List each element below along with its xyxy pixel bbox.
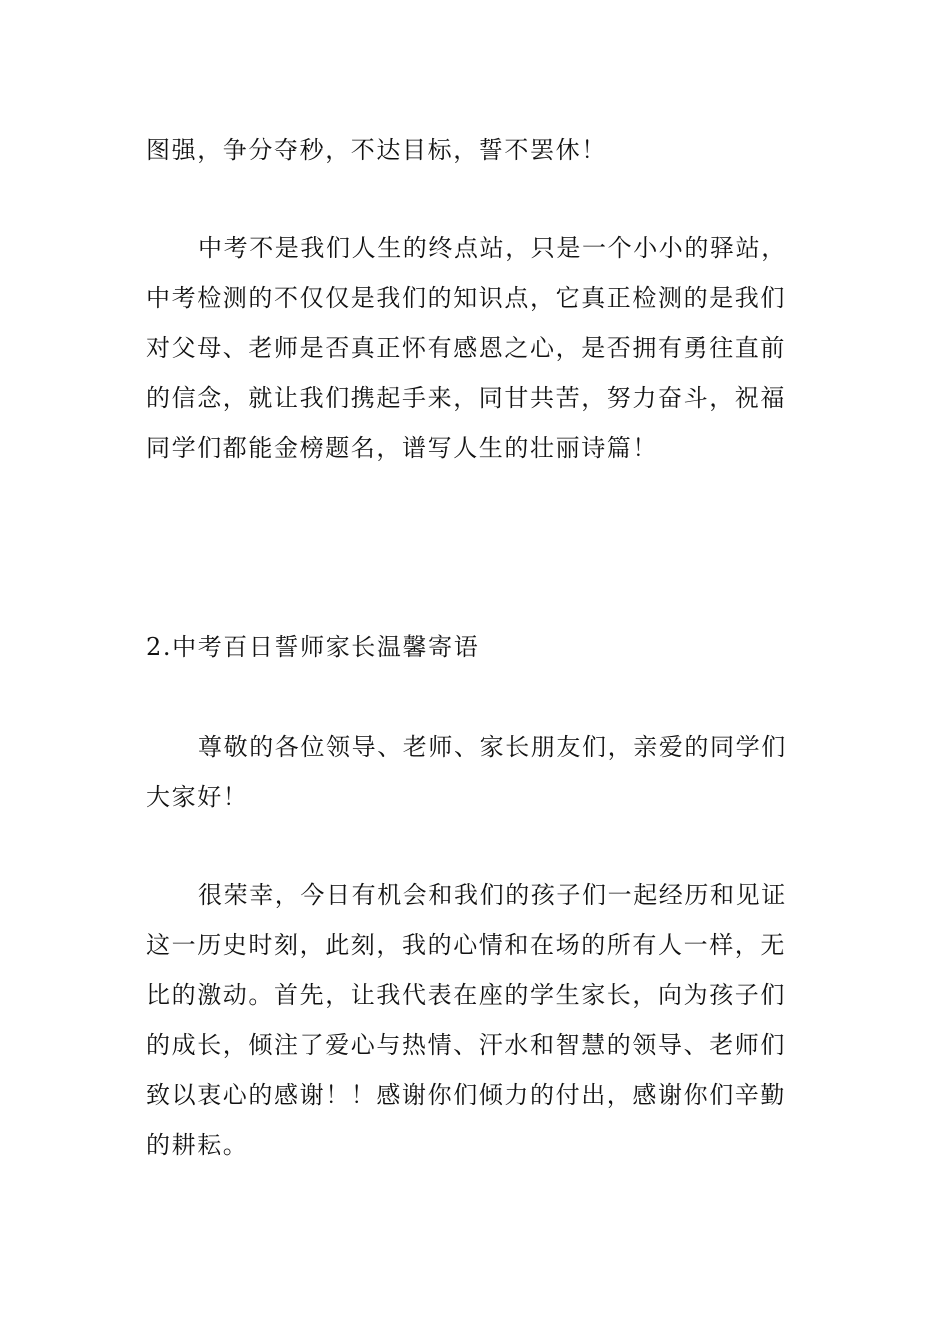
text-line: 比的激动。首先，让我代表在座的学生家长，向为孩子们 xyxy=(146,981,786,1009)
text-line: 的耕耘。 xyxy=(146,1131,249,1159)
text-line: 同学们都能金榜题名，谱写人生的壮丽诗篇！ xyxy=(146,434,658,462)
text-line: 大家好！ xyxy=(146,783,249,811)
paragraph-thanks xyxy=(146,870,810,1170)
paragraph-exam-message xyxy=(146,223,810,473)
text-line: 的成长，倾注了爱心与热情、汗水和智慧的领导、老师们 xyxy=(146,1031,786,1059)
text-line: 中考不是我们人生的终点站，只是一个小小的驿站， xyxy=(198,234,787,262)
text-line: 的信念，就让我们携起手来，同甘共苦，努力奋斗，祝福 xyxy=(146,384,786,412)
text-line: 中考检测的不仅仅是我们的知识点，它真正检测的是我们 xyxy=(146,284,786,312)
text-line: 这一历史时刻，此刻，我的心情和在场的所有人一样，无 xyxy=(146,931,786,959)
section-heading xyxy=(146,622,810,672)
heading-line: 2.中考百日誓师家长温馨寄语 xyxy=(146,633,480,661)
text-line: 图强，争分夺秒，不达目标，誓不罢休！ xyxy=(146,136,607,164)
paragraph-continuation xyxy=(146,125,810,175)
text-line: 致以衷心的感谢！！感谢你们倾力的付出，感谢你们辛勤 xyxy=(146,1081,786,1109)
text-line: 尊敬的各位领导、老师、家长朋友们，亲爱的同学们 xyxy=(198,733,787,761)
text-line: 很荣幸，今日有机会和我们的孩子们一起经历和见证 xyxy=(198,881,787,909)
paragraph-greeting xyxy=(146,722,810,822)
text-line: 对父母、老师是否真正怀有感恩之心，是否拥有勇往直前 xyxy=(146,334,786,362)
